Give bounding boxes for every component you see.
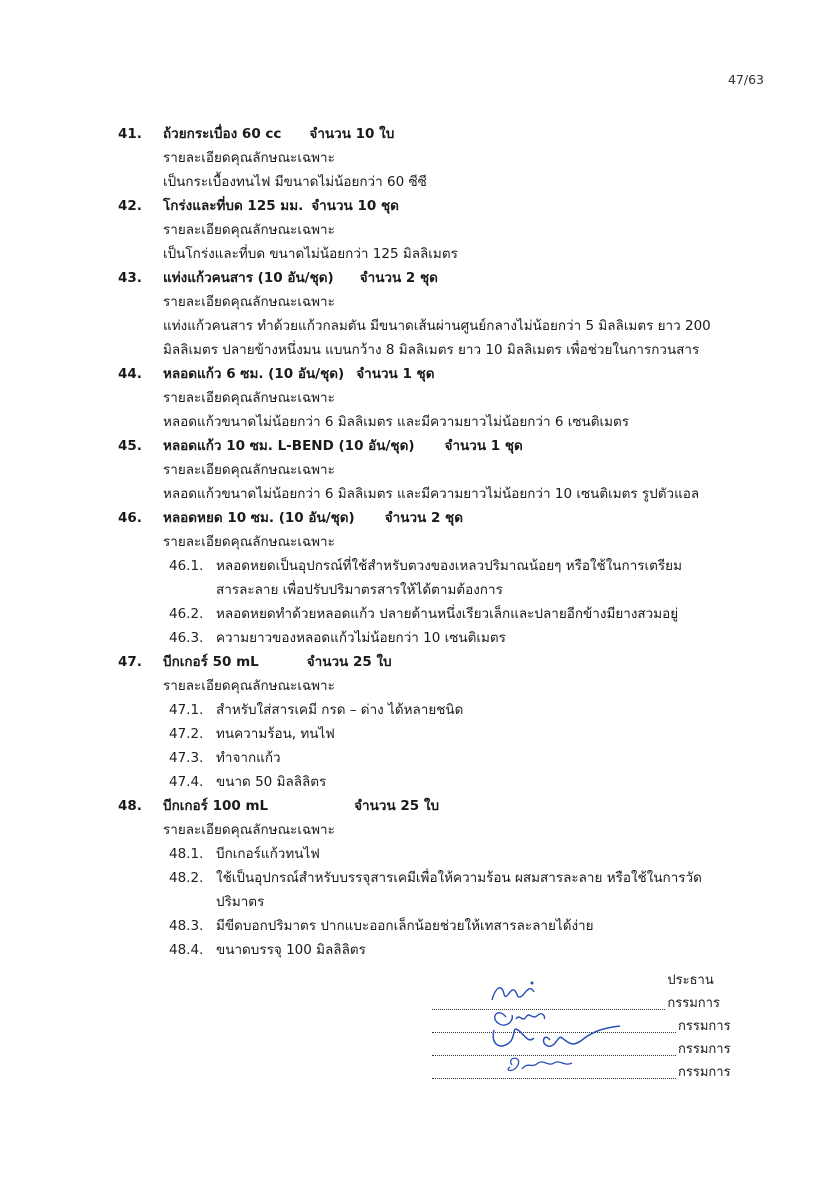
sub-item-number: 48.4. — [169, 942, 204, 958]
sub-item — [169, 602, 758, 626]
sub-item-text: สำหรับใส่สารเคมี กรด – ด่าง ได้หลายชนิด — [216, 702, 464, 718]
item-quantity: จำนวน 2 ชุด — [384, 510, 463, 526]
sub-item-number: 47.4. — [169, 774, 204, 790]
signature-role: กรรมการ — [678, 1019, 731, 1034]
item-number: 48. — [118, 798, 142, 814]
item-number: 47. — [118, 654, 142, 670]
sub-item — [169, 866, 758, 914]
item-48 — [118, 794, 758, 962]
item-47 — [118, 650, 758, 794]
sub-item-number: 46.1. — [169, 558, 204, 574]
sub-item-text: หลอดหยดทำด้วยหลอดแก้ว ปลายด้านหนึ่งเรียวเล็กและปลายอีกข้างมียางสวมอยู่ — [216, 606, 679, 622]
sub-item-number: 48.1. — [169, 846, 204, 862]
sub-item — [169, 626, 758, 650]
page-number: 47/63 — [727, 72, 764, 87]
item-number: 46. — [118, 510, 142, 526]
item-quantity: จำนวน 10 ชุด — [311, 198, 399, 214]
sub-item-number: 48.2. — [169, 870, 204, 886]
sub-item-number: 48.3. — [169, 918, 204, 934]
spec-label: รายละเอียดคุณลักษณะเฉพาะ — [163, 222, 335, 238]
item-description: หลอดแก้วขนาดไม่น้อยกว่า 6 มิลลิเมตร และมีความยาวไม่น้อยกว่า 6 เซนติเมตร — [163, 414, 630, 430]
sub-item — [169, 746, 758, 770]
item-title: ถ้วยกระเบื่อง 60 cc — [163, 126, 282, 142]
item-title: บีกเกอร์ 100 mL — [163, 798, 269, 814]
sub-item-number: 46.3. — [169, 630, 204, 646]
sub-item-text: ทำจากแก้ว — [216, 750, 281, 766]
signature-row — [432, 1038, 762, 1061]
spec-label: รายละเอียดคุณลักษณะเฉพาะ — [163, 150, 335, 166]
item-43 — [118, 266, 758, 362]
signature-role: กรรมการ — [678, 1065, 731, 1080]
sub-item-text: ความยาวของหลอดแก้วไม่น้อยกว่า 10 เซนติเมตร — [216, 630, 506, 646]
item-41 — [118, 122, 758, 194]
item-title: หลอดหยด 10 ซม. (10 อัน/ชุด) — [163, 510, 355, 526]
sub-item-text: ใช้เป็นอุปกรณ์สำหรับบรรจุสารเคมีเพื่อให้ความร้อน ผสมสารละลาย หรือใช้ในการวัด ปริมาตร — [216, 870, 702, 910]
sub-item — [169, 554, 758, 602]
item-description: เป็นโกร่งและที่บด ขนาดไม่น้อยกว่า 125 มิลลิเมตร — [163, 246, 458, 262]
item-number: 41. — [118, 126, 142, 142]
sub-item-text: บีกเกอร์แก้วทนไฟ — [216, 846, 320, 862]
item-quantity: จำนวน 25 ใบ — [306, 654, 392, 670]
item-number: 45. — [118, 438, 142, 454]
sub-item-text: ขนาดบรรจุ 100 มิลลิลิตร — [216, 942, 366, 958]
spec-label: รายละเอียดคุณลักษณะเฉพาะ — [163, 462, 335, 478]
sub-item — [169, 698, 758, 722]
item-45 — [118, 434, 758, 506]
item-number: 44. — [118, 366, 142, 382]
signature-role: กรรมการ — [678, 1042, 731, 1057]
item-44 — [118, 362, 758, 434]
spec-label: รายละเอียดคุณลักษณะเฉพาะ — [163, 678, 335, 694]
item-number: 42. — [118, 198, 142, 214]
sub-item-number: 47.3. — [169, 750, 204, 766]
spec-label: รายละเอียดคุณลักษณะเฉพาะ — [163, 294, 335, 310]
sub-item-text: มีขีดบอกปริมาตร ปากแบะออกเล็กน้อยช่วยให้เทสารละลายได้ง่าย — [216, 918, 594, 934]
sub-item — [169, 938, 758, 962]
item-46 — [118, 506, 758, 650]
item-description: เป็นกระเบื้องทนไฟ มีขนาดไม่น้อยกว่า 60 ซีซี — [163, 174, 427, 190]
item-description: หลอดแก้วขนาดไม่น้อยกว่า 6 มิลลิเมตร และมีความยาวไม่น้อยกว่า 10 เซนติเมตร รูปตัวแอล — [163, 486, 700, 502]
item-list — [118, 122, 758, 962]
item-description: แท่งแก้วคนสาร ทำด้วยแก้วกลมตัน มีขนาดเส้นผ่านศูนย์กลางไม่น้อยกว่า 5 มิลลิเมตร ยาว 200 มิลลิเมตร ปลายข้างหนึ่งมน แบนกว้าง 8 มิลลิเมตร ยาว 10 มิลลิเมตร เพื่อช่วยในการกวนสาร — [163, 318, 711, 358]
item-title: บีกเกอร์ 50 mL — [163, 654, 259, 670]
item-quantity: จำนวน 2 ชุด — [359, 270, 438, 286]
signature-committee-2 — [472, 1020, 632, 1052]
sub-item-number: 47.2. — [169, 726, 204, 742]
signature-committee-3 — [492, 1051, 592, 1077]
signature-block — [432, 973, 762, 1084]
sub-item — [169, 842, 758, 866]
item-title: แท่งแก้วคนสาร (10 อัน/ชุด) — [163, 270, 334, 286]
item-quantity: จำนวน 1 ชุด — [356, 366, 435, 382]
item-title: หลอดแก้ว 10 ซม. L-BEND (10 อัน/ชุด) — [163, 438, 415, 454]
spec-label: รายละเอียดคุณลักษณะเฉพาะ — [163, 822, 335, 838]
sub-item-text: ทนความร้อน, ทนไฟ — [216, 726, 335, 742]
spec-label: รายละเอียดคุณลักษณะเฉพาะ — [163, 534, 335, 550]
item-number: 43. — [118, 270, 142, 286]
item-title: หลอดแก้ว 6 ซม. (10 อัน/ชุด) — [163, 366, 345, 382]
item-42 — [118, 194, 758, 266]
spec-label: รายละเอียดคุณลักษณะเฉพาะ — [163, 390, 335, 406]
item-title: โกร่งและที่บด 125 มม. — [163, 198, 304, 214]
sub-item-text: หลอดหยดเป็นอุปกรณ์ที่ใช้สำหรับตวงของเหลวปริมาณน้อยๆ หรือใช้ในการเตรียม สารละลาย เพื่อปรับปริมาตรสารให้ได้ตามต้องการ — [216, 558, 682, 598]
sub-item — [169, 914, 758, 938]
sub-item — [169, 722, 758, 746]
item-quantity: จำนวน 1 ชุด — [444, 438, 523, 454]
signature-row — [432, 1061, 762, 1084]
item-quantity: จำนวน 10 ใบ — [309, 126, 395, 142]
sub-item — [169, 770, 758, 794]
signature-role: ประธานกรรมการ — [667, 973, 720, 1011]
item-quantity: จำนวน 25 ใบ — [354, 798, 440, 814]
sub-item-number: 46.2. — [169, 606, 204, 622]
sub-item-text: ขนาด 50 มิลลิลิตร — [216, 774, 327, 790]
sub-item-number: 47.1. — [169, 702, 204, 718]
